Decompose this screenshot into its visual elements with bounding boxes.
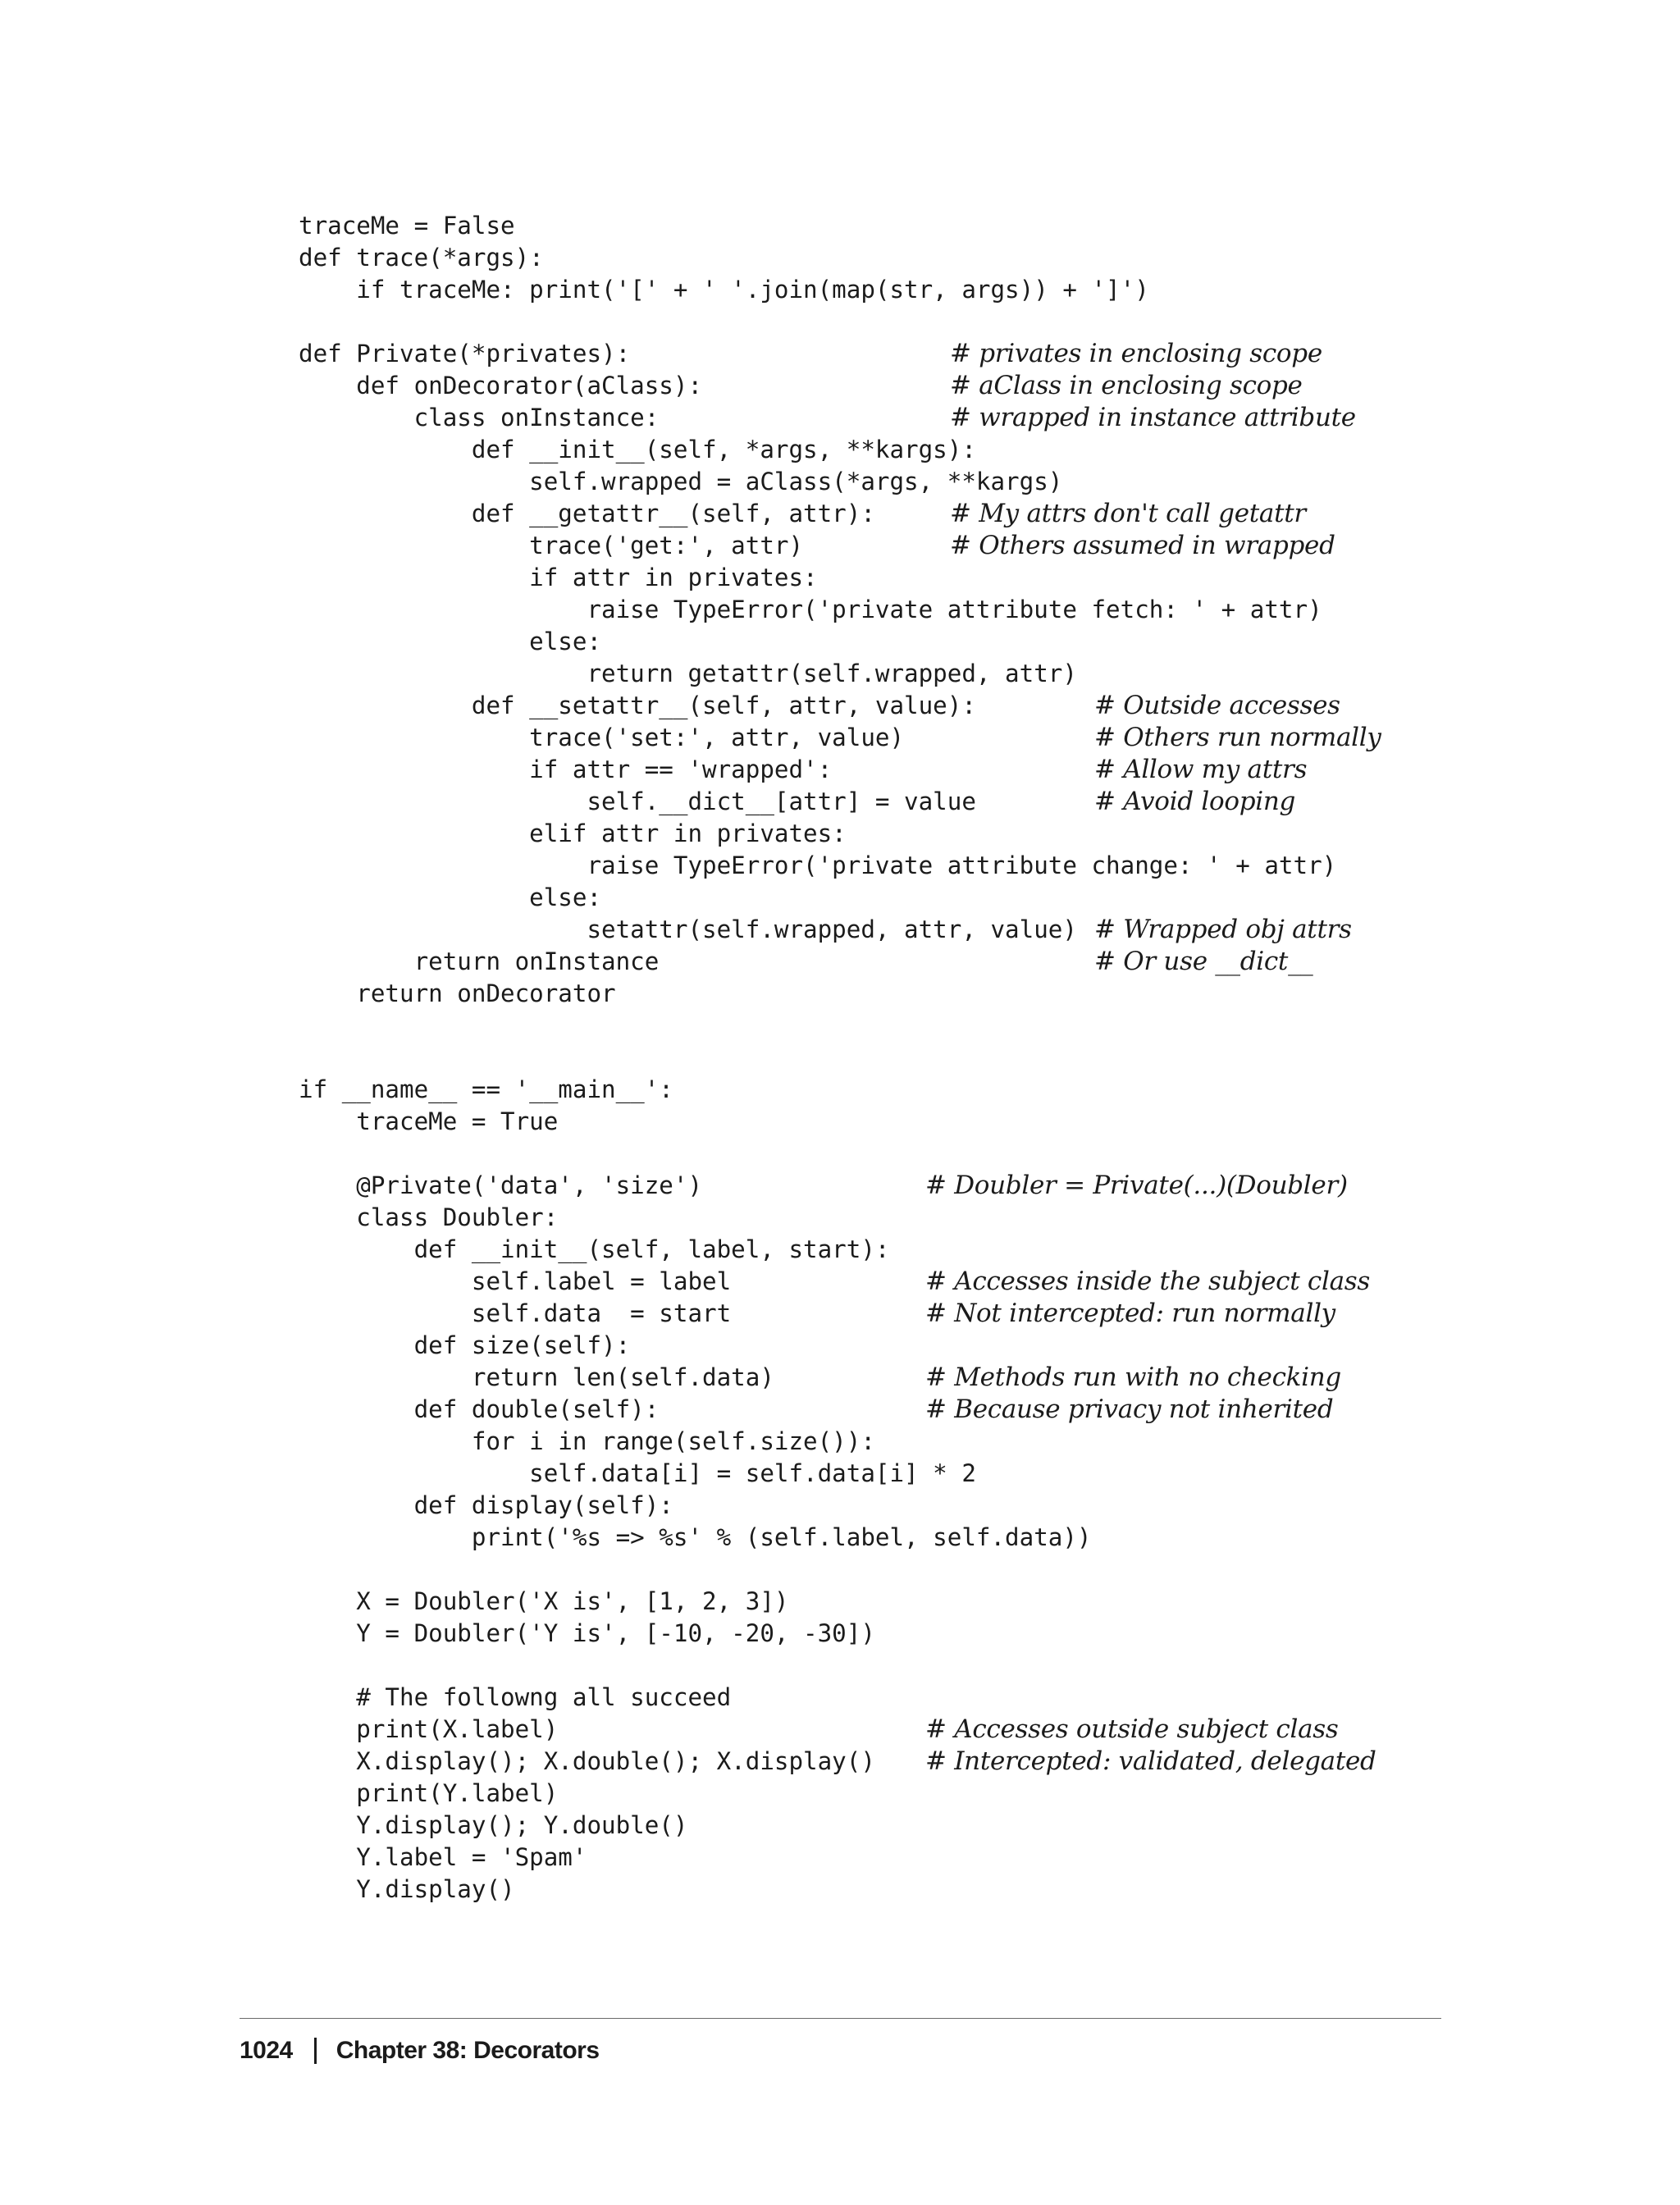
code-comment: # aClass in enclosing scope: [950, 371, 1303, 400]
code-comment: # Or use __dict__: [1094, 947, 1313, 976]
code-line: [299, 1298, 1463, 1330]
code-listing: [299, 210, 1463, 1906]
code-line: [299, 1234, 1463, 1266]
code-text: Y = Doubler('Y is', [-10, -20, -30]): [299, 1619, 875, 1647]
code-line: [299, 1874, 1463, 1906]
code-text: if attr in privates:: [299, 564, 818, 591]
code-line: [299, 1458, 1463, 1490]
code-text: def __getattr__(self, attr):: [299, 500, 875, 527]
code-text: X = Doubler('X is', [1, 2, 3]): [299, 1587, 789, 1615]
code-line: [299, 210, 1463, 242]
code-text: Y.label = 'Spam': [299, 1843, 587, 1871]
code-text: X.display(); X.double(); X.display(): [299, 1747, 875, 1775]
code-line: [299, 1170, 1463, 1202]
code-text: print(Y.label): [299, 1779, 559, 1807]
code-comment: # Allow my attrs: [1094, 755, 1308, 784]
code-line: [299, 1522, 1463, 1554]
code-line: [299, 978, 1463, 1010]
code-text: return onInstance: [299, 947, 660, 975]
code-line: [299, 626, 1463, 658]
code-comment: # wrapped in instance attribute: [950, 403, 1356, 432]
code-text: if attr == 'wrapped':: [299, 756, 833, 783]
code-line: [299, 1746, 1463, 1778]
code-line: [299, 1330, 1463, 1362]
code-text: return getattr(self.wrapped, attr): [299, 660, 1077, 687]
code-comment: # Intercepted: validated, delegated: [925, 1746, 1376, 1776]
code-line: [299, 1490, 1463, 1522]
code-line: [299, 1394, 1463, 1426]
code-line: [299, 370, 1463, 402]
code-line: [299, 946, 1463, 978]
code-line: [299, 1554, 1463, 1586]
code-line: [299, 530, 1463, 562]
code-line: [299, 1778, 1463, 1810]
code-text: self.data[i] = self.data[i] * 2: [299, 1459, 976, 1487]
code-text: def __setattr__(self, attr, value):: [299, 692, 976, 719]
code-line: [299, 242, 1463, 274]
code-text: raise TypeError('private attribute change: ' + attr): [299, 851, 1337, 879]
code-comment: # Accesses outside subject class: [925, 1714, 1339, 1744]
code-text: traceMe = False: [299, 212, 515, 240]
code-comment: # Not intercepted: run normally: [925, 1299, 1335, 1328]
code-line: [299, 1586, 1463, 1618]
code-line: [299, 1682, 1463, 1714]
code-text: return onDecorator: [299, 979, 616, 1007]
code-line: [299, 786, 1463, 818]
code-line: [299, 338, 1463, 370]
code-line: [299, 1714, 1463, 1746]
chapter-title: Chapter 38: Decorators: [336, 2037, 600, 2064]
code-text: if traceMe: print('[' + ' '.join(map(str, args)) + ']'): [299, 276, 1149, 304]
code-text: print('%s => %s' % (self.label, self.data)): [299, 1523, 1092, 1551]
code-text: elif attr in privates:: [299, 819, 847, 847]
code-line: [299, 914, 1463, 946]
code-comment: # Outside accesses: [1094, 691, 1340, 720]
code-text: setattr(self.wrapped, attr, value): [299, 915, 1077, 943]
code-line: [299, 1426, 1463, 1458]
code-text: Y.display(): [299, 1875, 515, 1903]
code-line: [299, 434, 1463, 466]
code-comment: # Accesses inside the subject class: [925, 1267, 1371, 1296]
code-comment: # privates in enclosing scope: [950, 339, 1322, 368]
code-line: [299, 1810, 1463, 1842]
footer-separator: [314, 2038, 317, 2064]
code-text: for i in range(self.size()):: [299, 1427, 875, 1455]
code-line: [299, 1042, 1463, 1074]
page-number: 1024: [240, 2037, 293, 2064]
code-text: else:: [299, 883, 602, 911]
code-text: trace('get:', attr): [299, 532, 804, 559]
code-text: trace('set:', attr, value): [299, 724, 905, 751]
code-text: self.wrapped = aClass(*args, **kargs): [299, 468, 1063, 495]
code-line: [299, 562, 1463, 594]
code-line: [299, 402, 1463, 434]
code-text: def trace(*args):: [299, 244, 544, 272]
code-line: [299, 690, 1463, 722]
footer-rule: [240, 2018, 1441, 2019]
page-footer: [240, 2033, 600, 2069]
code-text: @Private('data', 'size'): [299, 1171, 703, 1199]
code-comment: # Methods run with no checking: [925, 1363, 1341, 1392]
code-line: [299, 1362, 1463, 1394]
code-text: def __init__(self, label, start):: [299, 1235, 890, 1263]
code-text: raise TypeError('private attribute fetch: ' + attr): [299, 596, 1322, 623]
code-comment: # Others run normally: [1094, 723, 1381, 752]
code-text: def __init__(self, *args, **kargs):: [299, 436, 976, 463]
code-text: self.data = start: [299, 1299, 732, 1327]
code-text: class Doubler:: [299, 1203, 559, 1231]
code-line: [299, 594, 1463, 626]
code-text: class onInstance:: [299, 404, 660, 431]
code-text: def onDecorator(aClass):: [299, 372, 703, 399]
code-text: def Private(*privates):: [299, 340, 631, 368]
code-line: [299, 1074, 1463, 1106]
code-text: def double(self):: [299, 1395, 660, 1423]
code-text: else:: [299, 628, 602, 655]
code-line: [299, 1842, 1463, 1874]
code-comment: # Wrapped obj attrs: [1094, 915, 1352, 944]
code-line: [299, 658, 1463, 690]
code-line: [299, 498, 1463, 530]
code-line: [299, 850, 1463, 882]
code-line: [299, 1010, 1463, 1042]
code-text: self.__dict__[attr] = value: [299, 788, 976, 815]
code-line: [299, 1266, 1463, 1298]
code-line: [299, 1650, 1463, 1682]
code-line: [299, 1138, 1463, 1170]
code-comment: # My attrs don't call getattr: [950, 499, 1306, 528]
code-line: [299, 306, 1463, 338]
code-comment: # Avoid looping: [1094, 787, 1296, 816]
code-line: [299, 754, 1463, 786]
code-comment: # Doubler = Private(...)(Doubler): [925, 1171, 1348, 1200]
code-comment: # Others assumed in wrapped: [950, 531, 1335, 560]
code-line: [299, 818, 1463, 850]
code-text: self.label = label: [299, 1267, 732, 1295]
code-line: [299, 274, 1463, 306]
code-text: return len(self.data): [299, 1363, 774, 1391]
code-line: [299, 722, 1463, 754]
code-line: [299, 882, 1463, 914]
code-text: Y.display(); Y.double(): [299, 1811, 688, 1839]
code-text: if __name__ == '__main__':: [299, 1075, 673, 1103]
code-comment: # Because privacy not inherited: [925, 1395, 1334, 1424]
code-line: [299, 1106, 1463, 1138]
code-line: [299, 1202, 1463, 1234]
code-line: [299, 1618, 1463, 1650]
code-text: # The followng all succeed: [299, 1683, 732, 1711]
code-text: def size(self):: [299, 1331, 631, 1359]
code-text: def display(self):: [299, 1491, 673, 1519]
code-text: print(X.label): [299, 1715, 559, 1743]
code-text: traceMe = True: [299, 1107, 559, 1135]
code-line: [299, 466, 1463, 498]
